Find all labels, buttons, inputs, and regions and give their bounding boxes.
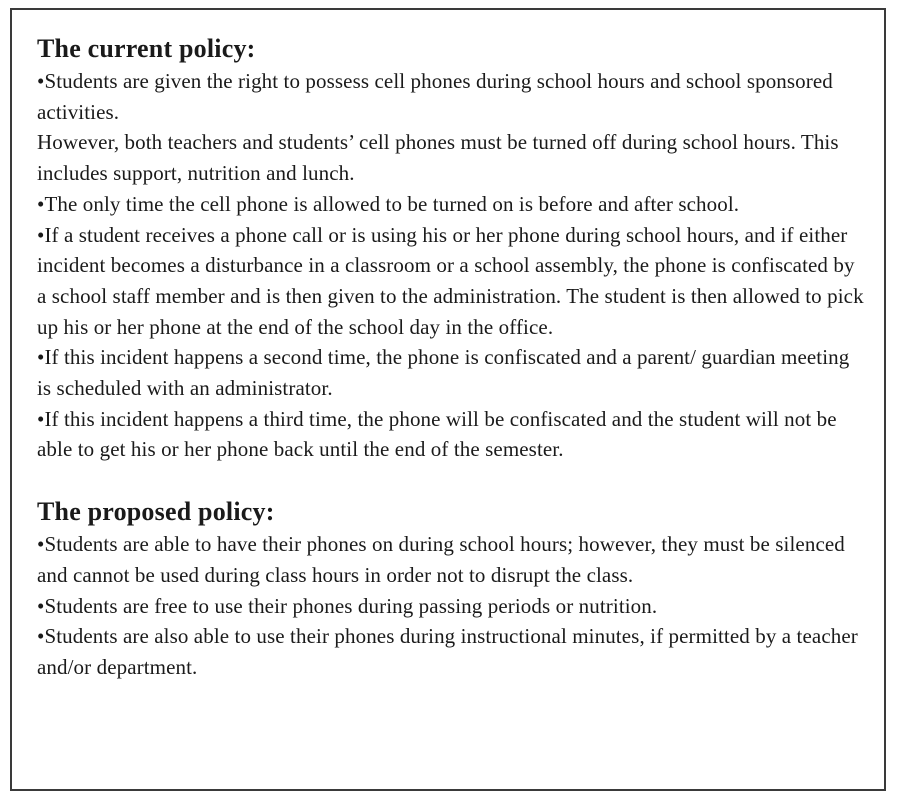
policy-document-content [37, 34, 867, 683]
current-policy-paragraph: •If this incident happens a third time, the phone will be confiscated and the student will not be able to get his or her phone back until the end of the semester. [37, 406, 837, 462]
proposed-policy-section [37, 497, 867, 683]
current-policy-heading: The current policy: [37, 34, 256, 63]
proposed-policy-paragraph: •Students are free to use their phones during passing periods or nutrition. [37, 593, 658, 618]
section-spacer [37, 465, 867, 497]
proposed-policy-paragraph: •Students are able to have their phones on during school hours; however, they must be silenced and cannot be used during class hours in order not to disrupt the class. [37, 532, 845, 587]
current-policy-paragraph: •If a student receives a phone call or is using his or her phone during school hours, and if either incident becomes a disturbance in a classroom or a school assembly, the phone is confiscated by a school staff member and is then given to the administration. The student is then allowed to pick up his or her phone at the end of the school day in the office. [37, 222, 864, 339]
current-policy-paragraph: •Students are given the right to possess cell phones during school hours and school sponsored activities. [37, 69, 833, 124]
current-policy-section [37, 34, 867, 465]
proposed-policy-paragraph: •Students are also able to use their phones during instructional minutes, if permitted by a teacher and/or department. [37, 624, 858, 679]
proposed-policy-heading: The proposed policy: [37, 497, 275, 527]
current-policy-paragraph: •The only time the cell phone is allowed to be turned on is before and after school. [37, 191, 740, 216]
policy-document-frame [10, 8, 886, 791]
current-policy-paragraph: However, both teachers and students’ cell phones must be turned off during school hours. This includes support, nutrition and lunch. [37, 130, 839, 186]
current-policy-paragraph: •If this incident happens a second time, the phone is confiscated and a parent/ guardian meeting is scheduled with an administrator. [37, 345, 850, 401]
